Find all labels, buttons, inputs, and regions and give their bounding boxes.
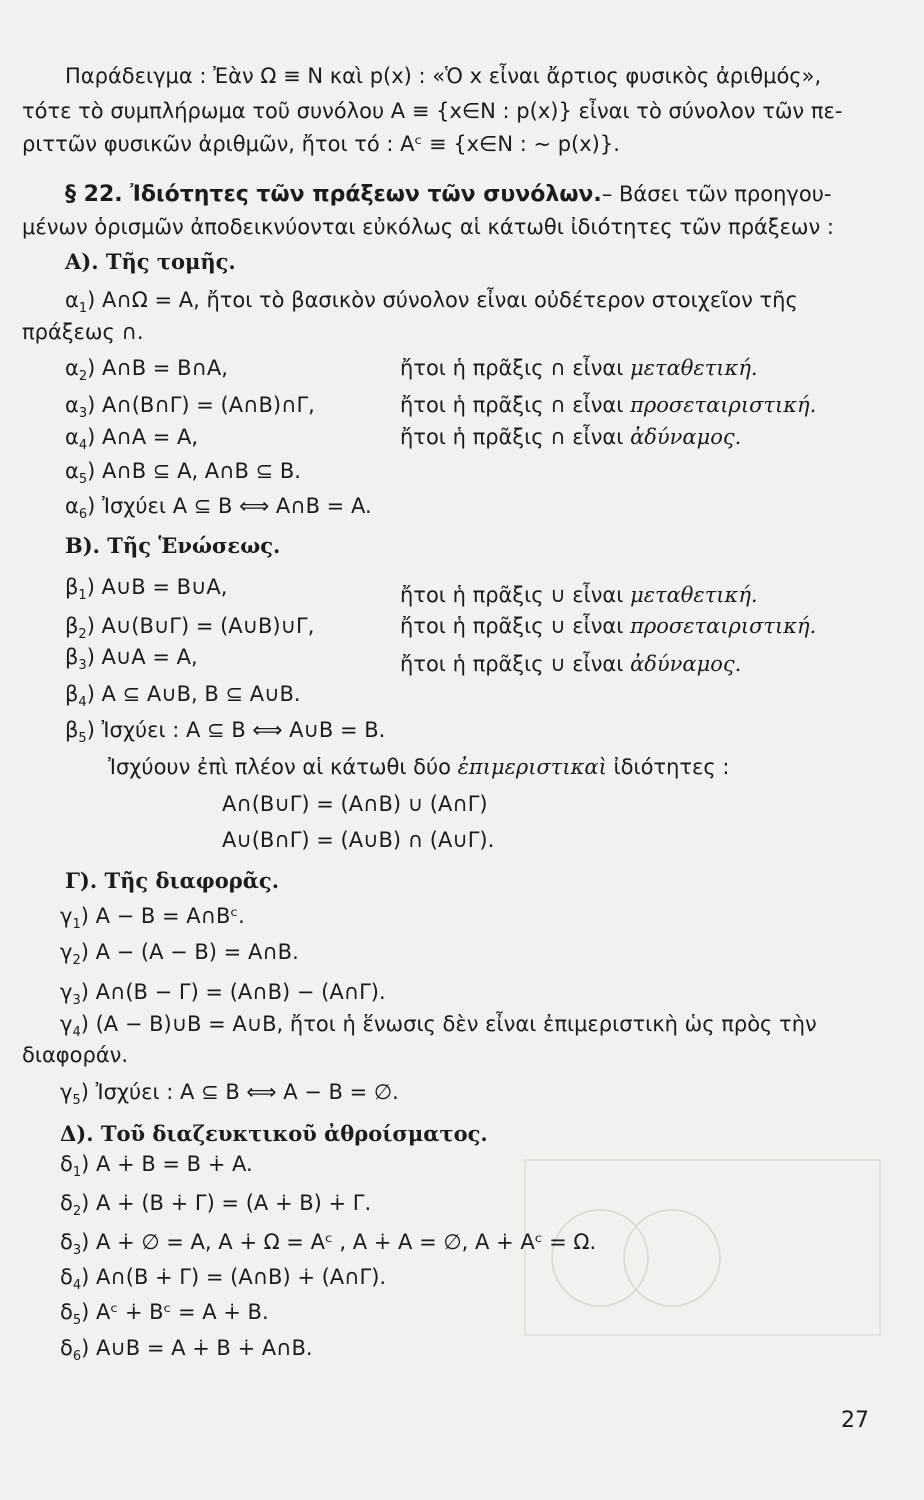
- property-a1: $\alpha_1$) A∩Ω = A, ἤτοι τὸ βασικὸν σύνολον εἶναι οὐδέτερον στοιχεῖον τῆς: [65, 288, 798, 316]
- property-b5: $\beta_5$) Ἰσχύει : A ⊆ B ⟺ A∪B = B.: [65, 718, 386, 746]
- property-g5: $\gamma_5$) Ἰσχύει : A ⊆ B ⟺ A − B = ∅.: [60, 1080, 399, 1108]
- property-b3: $\beta_3$) A∪A = A,: [65, 645, 198, 673]
- page-number: 27: [841, 1408, 869, 1433]
- property-b3-note: ἤτοι ἡ πρᾶξις ∪ εἶναι ἀδύναμος.: [400, 652, 742, 676]
- property-b4: $\beta_4$) A ⊆ A∪B, B ⊆ A∪B.: [65, 682, 301, 710]
- example-line-3: ριττῶν φυσικῶν ἀριθμῶν, ἤτοι τό : Aᶜ ≡ {x∈N : ∼ p(x)}.: [22, 132, 620, 156]
- property-b2-note: ἤτοι ἡ πρᾶξις ∪ εἶναι προσεταιριστική.: [400, 614, 817, 638]
- property-a3-note: ἤτοι ἡ πρᾶξις ∩ εἶναι προσεταιριστική.: [400, 393, 817, 417]
- distributive-law-2: A∪(B∩Γ) = (A∪B) ∩ (A∪Γ).: [222, 828, 495, 852]
- property-b2: $\beta_2$) A∪(B∪Γ) = (A∪B)∪Γ,: [65, 614, 315, 642]
- property-a2: $\alpha_2$) A∩B = B∩A,: [65, 356, 228, 384]
- part-d-title: Δ). Τοῦ διαζευκτικοῦ ἀθροίσματος.: [60, 1121, 488, 1146]
- property-a4-note: ἤτοι ἡ πρᾶξις ∩ εἶναι ἀδύναμος.: [400, 425, 742, 449]
- property-b1: $\beta_1$) A∪B = B∪A,: [65, 575, 228, 603]
- section-heading: § 22. Ἰδιότητες τῶν πράξεων τῶν συνόλων.: [65, 182, 602, 207]
- property-g4: $\gamma_4$) (A − B)∪B = A∪B, ἤτοι ἡ ἕνωσις δὲν εἶναι ἐπιμεριστικὴ ὡς πρὸς τὴν: [60, 1012, 817, 1040]
- distributive-law-1: A∩(B∪Γ) = (A∩B) ∪ (A∩Γ): [222, 792, 488, 816]
- section-intro-start: – Βάσει τῶν προηγου-: [601, 182, 832, 206]
- property-g2: $\gamma_2$) A − (A − B) = A∩B.: [60, 940, 299, 968]
- property-d2: $\delta_2$) A ∔ (B ∔ Γ) = (A ∔ B) ∔ Γ.: [60, 1191, 372, 1219]
- property-a2-note: ἤτοι ἡ πρᾶξις ∩ εἶναι μεταθετική.: [400, 356, 758, 380]
- property-d4: $\delta_4$) A∩(B ∔ Γ) = (A∩B) ∔ (A∩Γ).: [60, 1265, 387, 1293]
- section-intro-line-2: μένων ὁρισμῶν ἀποδεικνύονται εὐκόλως αἱ κάτωθι ἰδιότητες τῶν πράξεων :: [22, 215, 834, 239]
- property-a3: $\alpha_3$) A∩(B∩Γ) = (A∩B)∩Γ,: [65, 393, 315, 421]
- property-d1: $\delta_1$) A ∔ B = B ∔ A.: [60, 1152, 253, 1180]
- part-b-title: Β). Τῆς Ἑνώσεως.: [65, 533, 281, 558]
- example-line-2: τότε τὸ συμπλήρωμα τοῦ συνόλου A ≡ {x∈N : p(x)} εἶναι τὸ σύνολον τῶν πε-: [22, 99, 843, 123]
- property-a5: $\alpha_5$) A∩B ⊆ A, A∩B ⊆ B.: [65, 459, 301, 487]
- property-a6: $\alpha_6$) Ἰσχύει A ⊆ B ⟺ A∩B = A.: [65, 494, 372, 522]
- property-g3: $\gamma_3$) A∩(B − Γ) = (A∩B) − (A∩Γ).: [60, 980, 386, 1008]
- property-a1-continued: πράξεως ∩.: [22, 320, 144, 344]
- property-d5: $\delta_5$) Aᶜ ∔ Bᶜ = A ∔ B.: [60, 1300, 269, 1328]
- distributive-intro: Ἰσχύουν ἐπὶ πλέον αἱ κάτωθι δύο ἐπιμεριστικαὶ ἰδιότητες :: [108, 755, 730, 779]
- example-line-1: Παράδειγμα : Ἐὰν Ω ≡ N καὶ p(x) : «Ὁ x εἶναι ἄρτιος φυσικὸς ἀριθμός»,: [65, 64, 822, 88]
- property-b1-note: ἤτοι ἡ πρᾶξις ∪ εἶναι μεταθετική.: [400, 583, 758, 607]
- property-g4-continued: διαφοράν.: [22, 1043, 129, 1067]
- part-a-title: Α). Τῆς τομῆς.: [65, 249, 236, 274]
- property-g1: $\gamma_1$) A − B = A∩Bᶜ.: [60, 904, 245, 932]
- property-d3: $\delta_3$) A ∔ ∅ = A, A ∔ Ω = Aᶜ , A ∔ A = ∅, A ∔ Aᶜ = Ω.: [60, 1230, 597, 1258]
- property-d6: $\delta_6$) A∪B = A ∔ B ∔ A∩B.: [60, 1336, 313, 1364]
- section-heading-line: [65, 180, 831, 209]
- property-a4: $\alpha_4$) A∩A = A,: [65, 425, 199, 453]
- part-c-title: Γ). Τῆς διαφορᾶς.: [65, 868, 280, 893]
